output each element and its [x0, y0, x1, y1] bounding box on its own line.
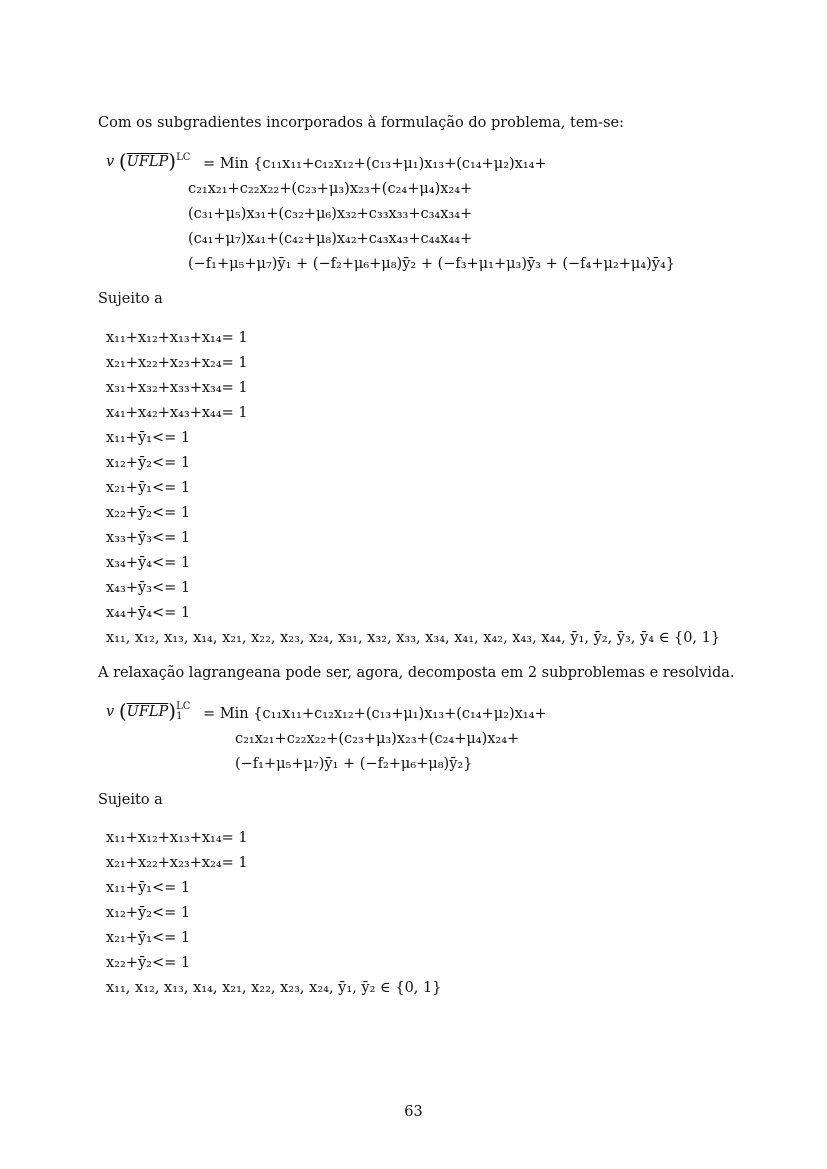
subject-to-2: Sujeito a — [98, 792, 163, 808]
constraint-2-0: x₁₁+x₁₂+x₁₃+x₁₄= 1 — [106, 830, 248, 846]
objective-1-line-2: (c₃₁+μ₅)x₃₁+(c₃₂+μ₆)x₃₂+c₃₃x₃₃+c₃₄x₃₄+ — [188, 206, 473, 222]
objective-1-line-1: c₂₁x₂₁+c₂₂x₂₂+(c₂₃+μ₃)x₂₃+(c₂₄+μ₄)x₂₄+ — [188, 181, 473, 197]
objective-2-sup: LC — [176, 701, 191, 712]
objective-1-line-4: (−f₁+μ₅+μ₇)ȳ₁ + (−f₂+μ₆+μ₈)ȳ₂ + (−f₃+μ₁+μ₃)ȳ₃ + (−f₄+μ₂+μ₄)ȳ₄} — [188, 256, 676, 272]
objective-1-sup: LC — [176, 152, 191, 164]
objective-2-line-0: = Min {c₁₁x₁₁+c₁₂x₁₂+(c₁₃+μ₁)x₁₃+(c₁₄+μ₂)x₁₄+ — [203, 706, 547, 722]
constraint-1-5: x₁₂+ȳ₂<= 1 — [106, 455, 191, 471]
objective-1-v: v — [106, 154, 115, 170]
constraint-1-8: x₃₃+ȳ₃<= 1 — [106, 530, 191, 546]
objective-2-uflp: UFLP — [126, 704, 169, 720]
constraint-1-4: x₁₁+ȳ₁<= 1 — [106, 430, 191, 446]
objective-2-v: v — [106, 704, 115, 720]
constraint-2-5: x₂₂+ȳ₂<= 1 — [106, 955, 191, 971]
objective-1-line-0: = Min {c₁₁x₁₁+c₁₂x₁₂+(c₁₃+μ₁)x₁₃+(c₁₄+μ₂)x₁₄+ — [203, 156, 547, 172]
objective-2-sub: 1 — [176, 711, 183, 722]
objective-1-label: v (UFLP)$^{LC}$ — [106, 149, 191, 173]
relaxation-paragraph: A relaxação lagrangeana pode ser, agora, decomposta em 2 subproblemas e resolvida. — [98, 665, 735, 681]
objective-1-uflp: UFLP — [126, 154, 169, 170]
constraint-1-9: x₃₄+ȳ₄<= 1 — [106, 555, 191, 571]
constraint-1-10: x₄₃+ȳ₃<= 1 — [106, 580, 191, 596]
constraint-1-7: x₂₂+ȳ₂<= 1 — [106, 505, 191, 521]
objective-2-line-2: (−f₁+μ₅+μ₇)ȳ₁ + (−f₂+μ₆+μ₈)ȳ₂} — [235, 756, 473, 772]
subject-to-1: Sujeito a — [98, 291, 163, 307]
objective-1-line-3: (c₄₁+μ₇)x₄₁+(c₄₂+μ₈)x₄₂+c₄₃x₄₃+c₄₄x₄₄+ — [188, 231, 473, 247]
constraint-1-domain: x₁₁, x₁₂, x₁₃, x₁₄, x₂₁, x₂₂, x₂₃, x₂₄, x₃₁, x₃₂, x₃₃, x₃₄, x₄₁, x₄₂, x₄₃, x₄₄, ȳ₁, ȳ₂, ȳ₃, ȳ₄ ∈ {0, 1} — [106, 630, 721, 646]
constraint-1-11: x₄₄+ȳ₄<= 1 — [106, 605, 191, 621]
constraint-2-4: x₂₁+ȳ₁<= 1 — [106, 930, 191, 946]
constraint-2-1: x₂₁+x₂₂+x₂₃+x₂₄= 1 — [106, 855, 248, 871]
constraint-1-6: x₂₁+ȳ₁<= 1 — [106, 480, 191, 496]
constraint-2-3: x₁₂+ȳ₂<= 1 — [106, 905, 191, 921]
constraint-1-1: x₂₁+x₂₂+x₂₃+x₂₄= 1 — [106, 355, 248, 371]
intro-paragraph: Com os subgradientes incorporados à formulação do problema, tem-se: — [98, 115, 624, 131]
constraint-1-3: x₄₁+x₄₂+x₄₃+x₄₄= 1 — [106, 405, 248, 421]
constraint-1-0: x₁₁+x₁₂+x₁₃+x₁₄= 1 — [106, 330, 248, 346]
objective-2-line-1: c₂₁x₂₁+c₂₂x₂₂+(c₂₃+μ₃)x₂₃+(c₂₄+μ₄)x₂₄+ — [235, 731, 520, 747]
constraint-2-2: x₁₁+ȳ₁<= 1 — [106, 880, 191, 896]
constraint-1-2: x₃₁+x₃₂+x₃₃+x₃₄= 1 — [106, 380, 248, 396]
constraint-2-domain: x₁₁, x₁₂, x₁₃, x₁₄, x₂₁, x₂₂, x₂₃, x₂₄, ȳ₁, ȳ₂ ∈ {0, 1} — [106, 980, 442, 996]
objective-2-label: v (UFLP) LC 1 — [106, 699, 191, 723]
page-number: 63 — [404, 1104, 423, 1120]
